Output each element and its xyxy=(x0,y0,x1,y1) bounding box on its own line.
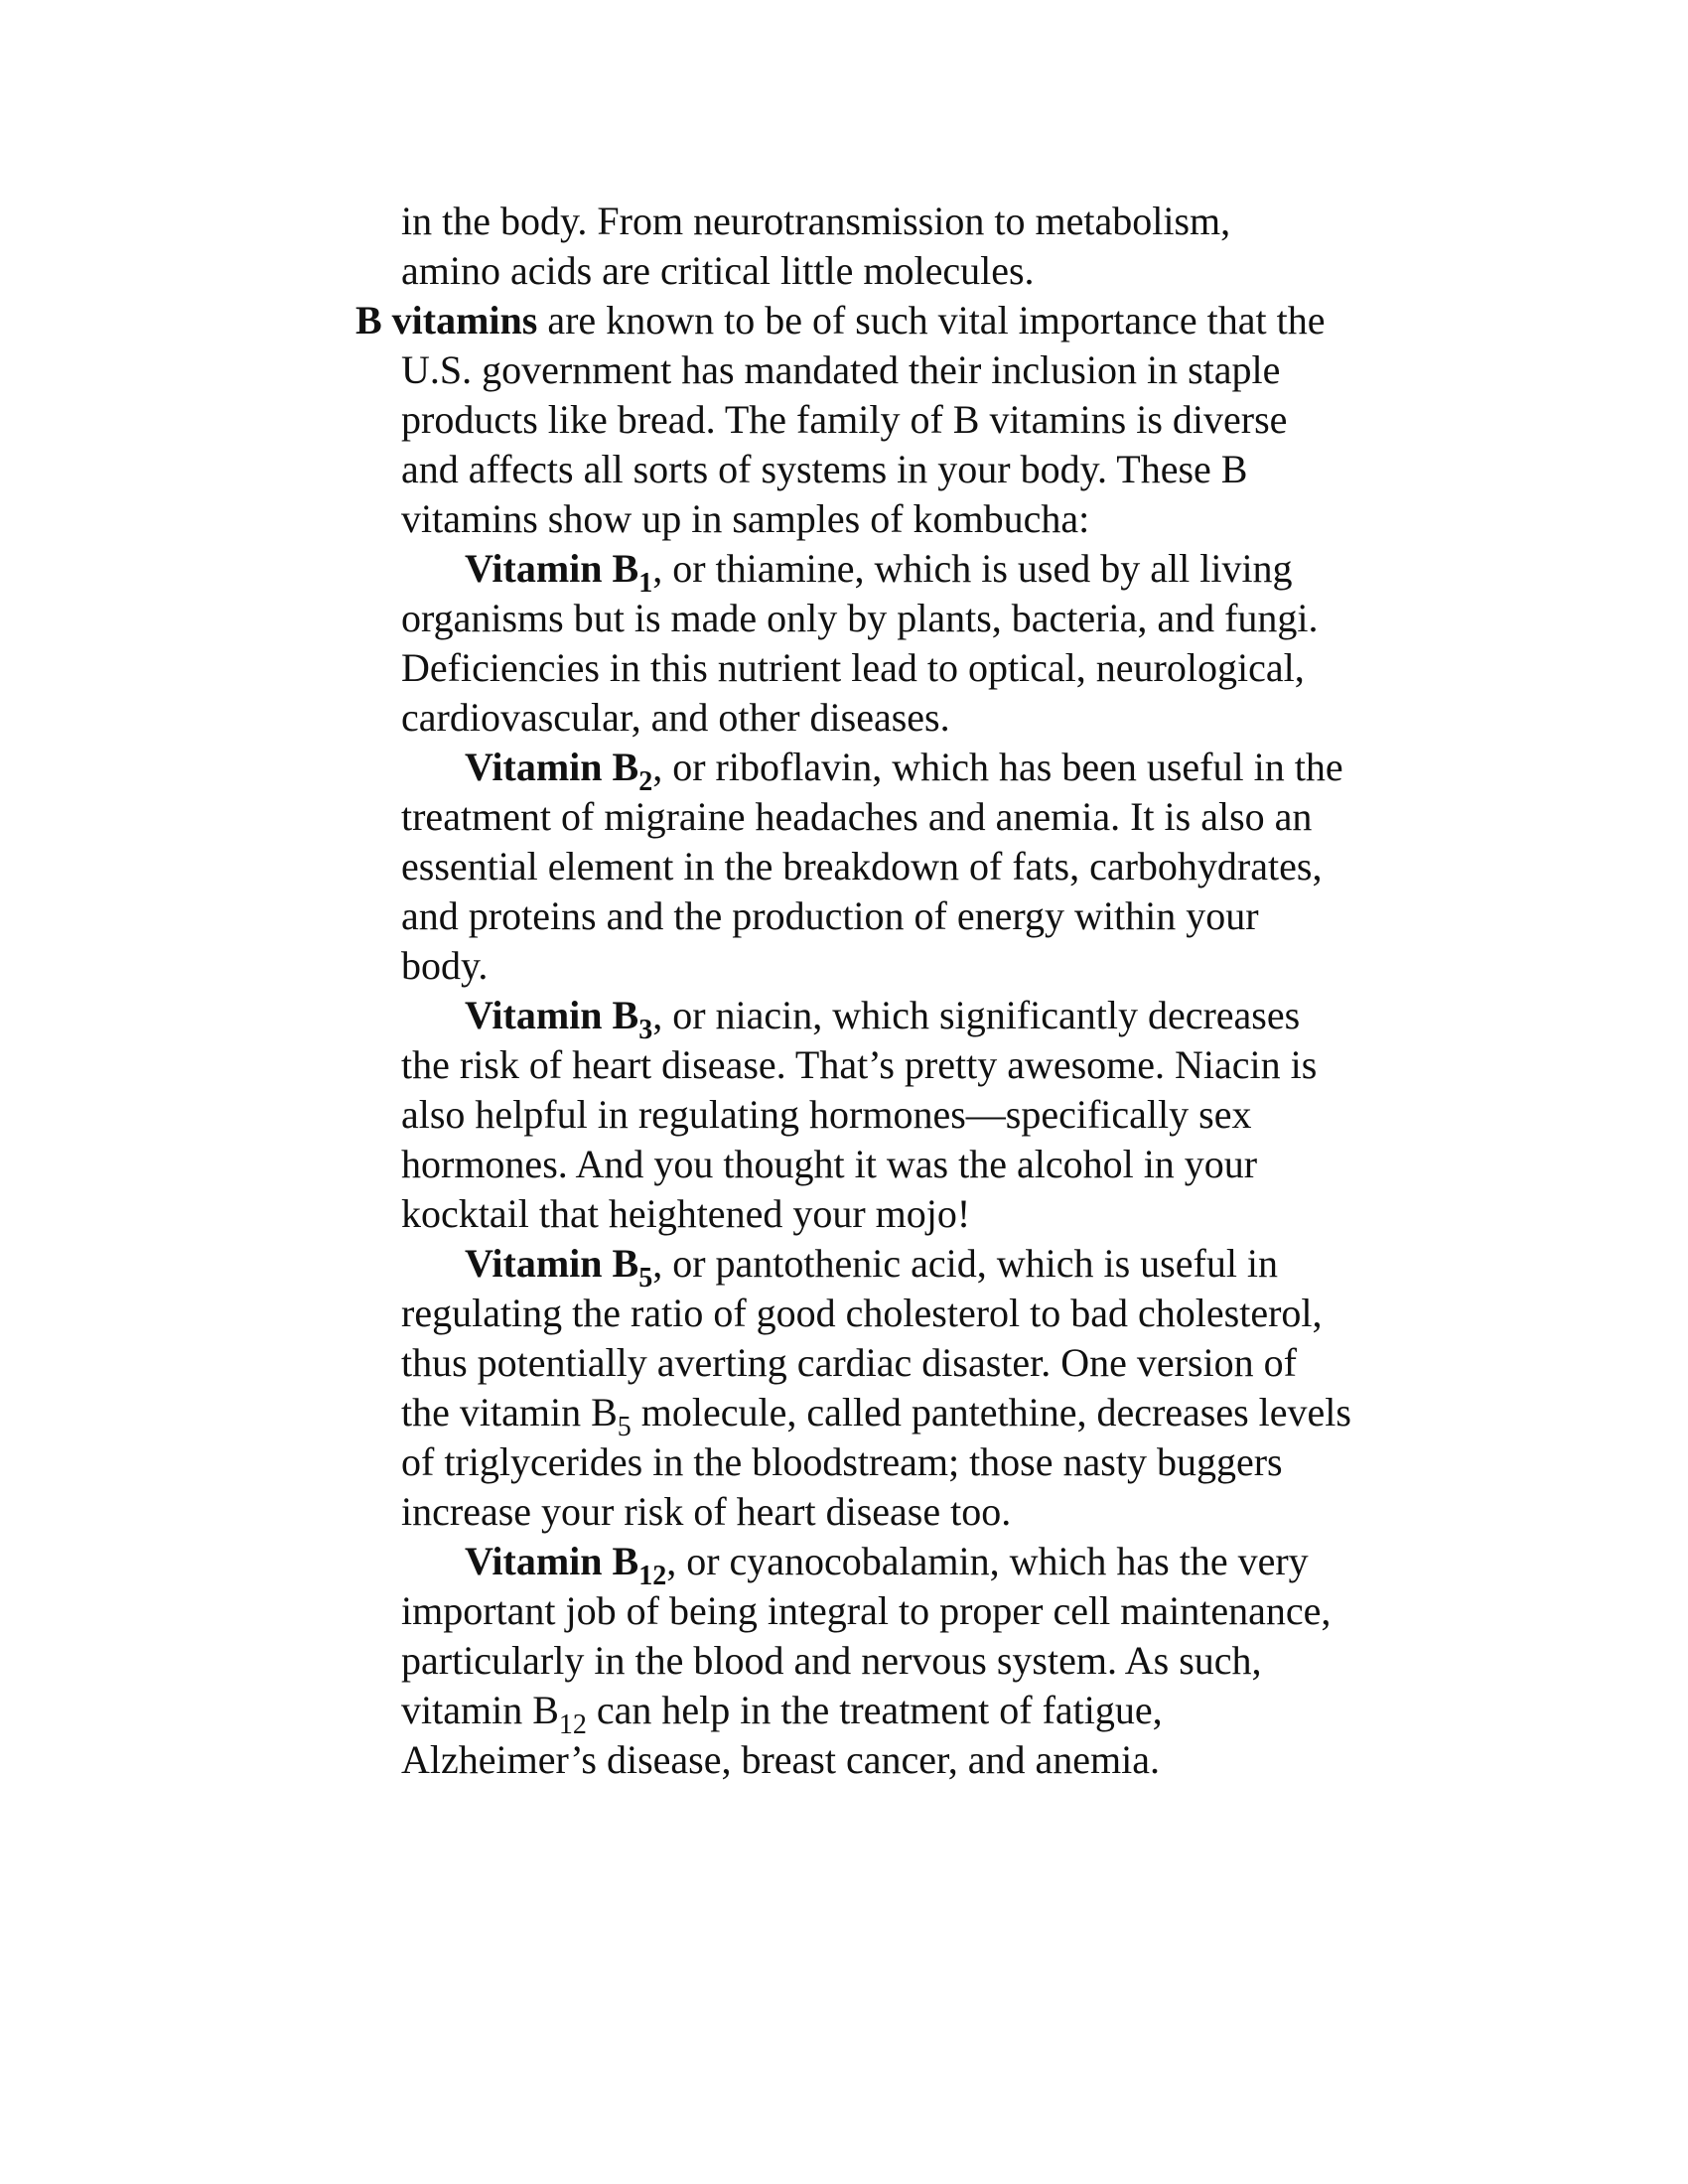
vitamin-b12-inline-subscript: 12 xyxy=(558,1709,587,1740)
vitamin-b2-paragraph xyxy=(0,743,1354,991)
vitamin-b5-label: Vitamin $B_5$ xyxy=(465,1241,653,1294)
vitamin-b5-inline-subscript: 5 xyxy=(617,1412,632,1442)
vitamin-b12-label: Vitamin $B_{12}$ xyxy=(465,1539,667,1591)
b-vitamins-text: are known to be of such vital importance that the U.S. government has mandated their inclusion in staple products like bread. The family of B vitamins is diverse and affects all sorts of systems in your body. These B vitamins show up in samples of kombucha: xyxy=(401,298,1326,541)
vitamin-b12-subscript: 12 xyxy=(638,1561,667,1591)
vitamin-b1-paragraph xyxy=(0,544,1354,743)
vitamin-b3-subscript: 3 xyxy=(638,1015,653,1045)
vitamin-b2-label: Vitamin $B_2$ xyxy=(465,745,653,797)
vitamin-b12-paragraph xyxy=(0,1537,1354,1785)
vitamin-b3-label: Vitamin $B_3$ xyxy=(465,993,653,1045)
vitamin-b1-text: , or thiamine, which is used by all living organisms but is made only by plants, bacteria, and fungi. Deficiencies in this nutrient lead to optical, neurological, cardiovascular, and other diseases. xyxy=(401,546,1319,740)
b-vitamins-paragraph xyxy=(0,296,1354,544)
vitamin-b5-paragraph xyxy=(0,1239,1354,1537)
vitamin-b5-subscript: 5 xyxy=(638,1263,653,1294)
vitamin-b12-text-1: , or cyanocobalamin, which has the very important job of being integral to proper cell maintenance, particularly in the blood and nervous system. As such, vitamin B xyxy=(401,1539,1332,1732)
intro-line-2: amino acids are critical little molecules. xyxy=(401,248,1035,293)
b-vitamins-term: B vitamins xyxy=(355,298,538,342)
vitamin-b2-text: , or riboflavin, which has been useful in the treatment of migraine headaches and anemia. It is also an essential element in the breakdown of fats, carbohydrates, and proteins and the production of energy within your body. xyxy=(401,745,1343,988)
intro-line-1: in the body. From neurotransmission to metabolism, xyxy=(401,199,1231,243)
body-text xyxy=(0,197,1688,1785)
vitamin-b1-subscript: 1 xyxy=(638,568,653,599)
vitamin-b5-text-1: , or pantothenic acid, which is useful in regulating the ratio of good cholesterol to bad cholesterol, thus potentially averting cardiac disaster. One version of the vitamin B xyxy=(401,1241,1323,1434)
vitamin-b3-text: , or niacin, which significantly decreases the risk of heart disease. That’s pretty awesome. Niacin is also helpful in regulating hormones—specifically sex hormones. And you thought it was the alcohol in your kocktail that heightened your mojo! xyxy=(401,993,1318,1236)
vitamin-b2-subscript: 2 xyxy=(638,766,653,797)
intro-paragraph xyxy=(0,197,1354,296)
vitamin-b12-text-2: can help in the treatment of fatigue, Alzheimer’s disease, breast cancer, and anemia. xyxy=(401,1688,1163,1782)
vitamin-b5-text-2: molecule, called pantethine, decreases levels of triglycerides in the bloodstream; those nasty buggers increase your risk of heart disease too. xyxy=(401,1390,1351,1534)
vitamin-b1-label: Vitamin $B_1$ xyxy=(465,546,653,599)
vitamin-b3-paragraph xyxy=(0,991,1354,1239)
